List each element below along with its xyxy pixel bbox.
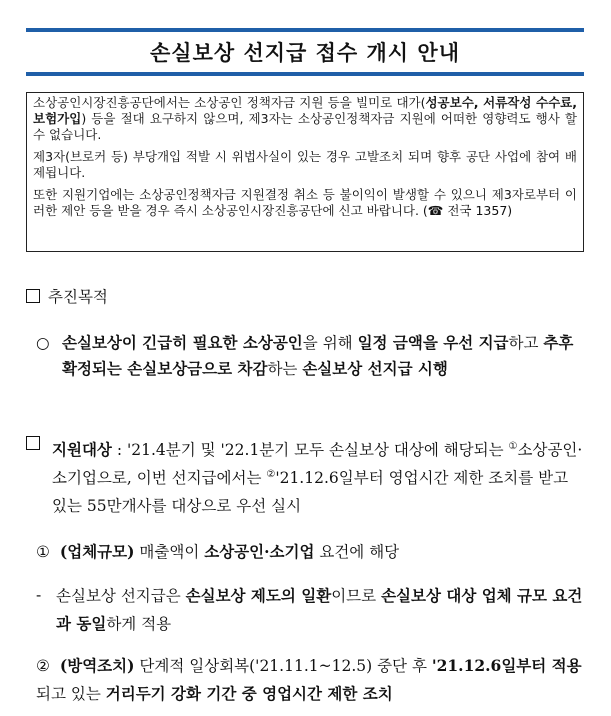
target-section	[26, 436, 586, 520]
sub-note-text: 손실보상 선지급은 손실보상 제도의 일환이므로 손실보상 대상 업체 규모 요건과 동일하게 적용	[56, 586, 583, 633]
page-title: 손실보상 선지급 접수 개시 안내	[150, 41, 460, 65]
title-banner	[26, 28, 584, 76]
notice-paragraph-3: 또한 지원기업에는 소상공인정책자금 지원결정 취소 등 불이익이 발생할 수 있으니 제3자로부터 이러한 제안 등을 받을 경우 즉시 소상공인시장진흥공단에 신고 바랍니다. (☎ 전국 1357)	[33, 187, 577, 218]
item-2-text: ② (방역조치) 단계적 일상회복('21.11.1~12.5) 중단 후 '21.12.6일부터 적용되고 있는 거리두기 강화 기간 중 영업시간 제한 조치	[36, 656, 582, 703]
circle-bullet-icon: ○	[36, 334, 50, 352]
item-1-business-size: ① (업체규모) 매출액이 소상공인·소기업 요건에 해당	[36, 542, 400, 561]
purpose-heading: 추진목적	[26, 284, 108, 311]
warning-notice-box	[26, 92, 584, 252]
checkbox-square-icon	[26, 289, 40, 303]
item-2-quarantine-measures	[36, 652, 592, 708]
item-1-sub-note: - 손실보상 선지급은 손실보상 제도의 일환이므로 손실보상 대상 업체 규모 요건과 동일하게 적용	[36, 582, 592, 638]
phone-icon: ☎	[427, 203, 444, 218]
target-text: 지원대상 : '21.4분기 및 '22.1분기 모두 손실보상 대상에 해당되는 ①소상공인·소기업으로, 이번 선지급에서는 ②'21.12.6일부터 영업시간 제한 조치를 받고 있는 55만개사를 대상으로 우선 실시	[52, 440, 583, 515]
purpose-bullet-row	[36, 330, 584, 382]
notice-paragraph-2: 제3자(브로커 등) 부당개입 적발 시 위법사실이 있는 경우 고발조치 되며 향후 공단 사업에 참여 배제됩니다.	[33, 149, 577, 180]
checkbox-square-icon	[26, 436, 40, 450]
purpose-text: 손실보상이 긴급히 필요한 소상공인을 위해 일정 금액을 우선 지급하고 추후 확정되는 손실보상금으로 차감하는 손실보상 선지급 시행	[62, 333, 574, 378]
notice-paragraph-1: 소상공인시장진흥공단에서는 소상공인 정책자금 지원 등을 빌미로 대가(성공보수, 서류작성 수수료, 보험가입) 등을 절대 요구하지 않으며, 제3자는 소상공인정책자금 지원에 어떠한 영향력도 행사 할 수 없습니다.	[33, 95, 577, 142]
